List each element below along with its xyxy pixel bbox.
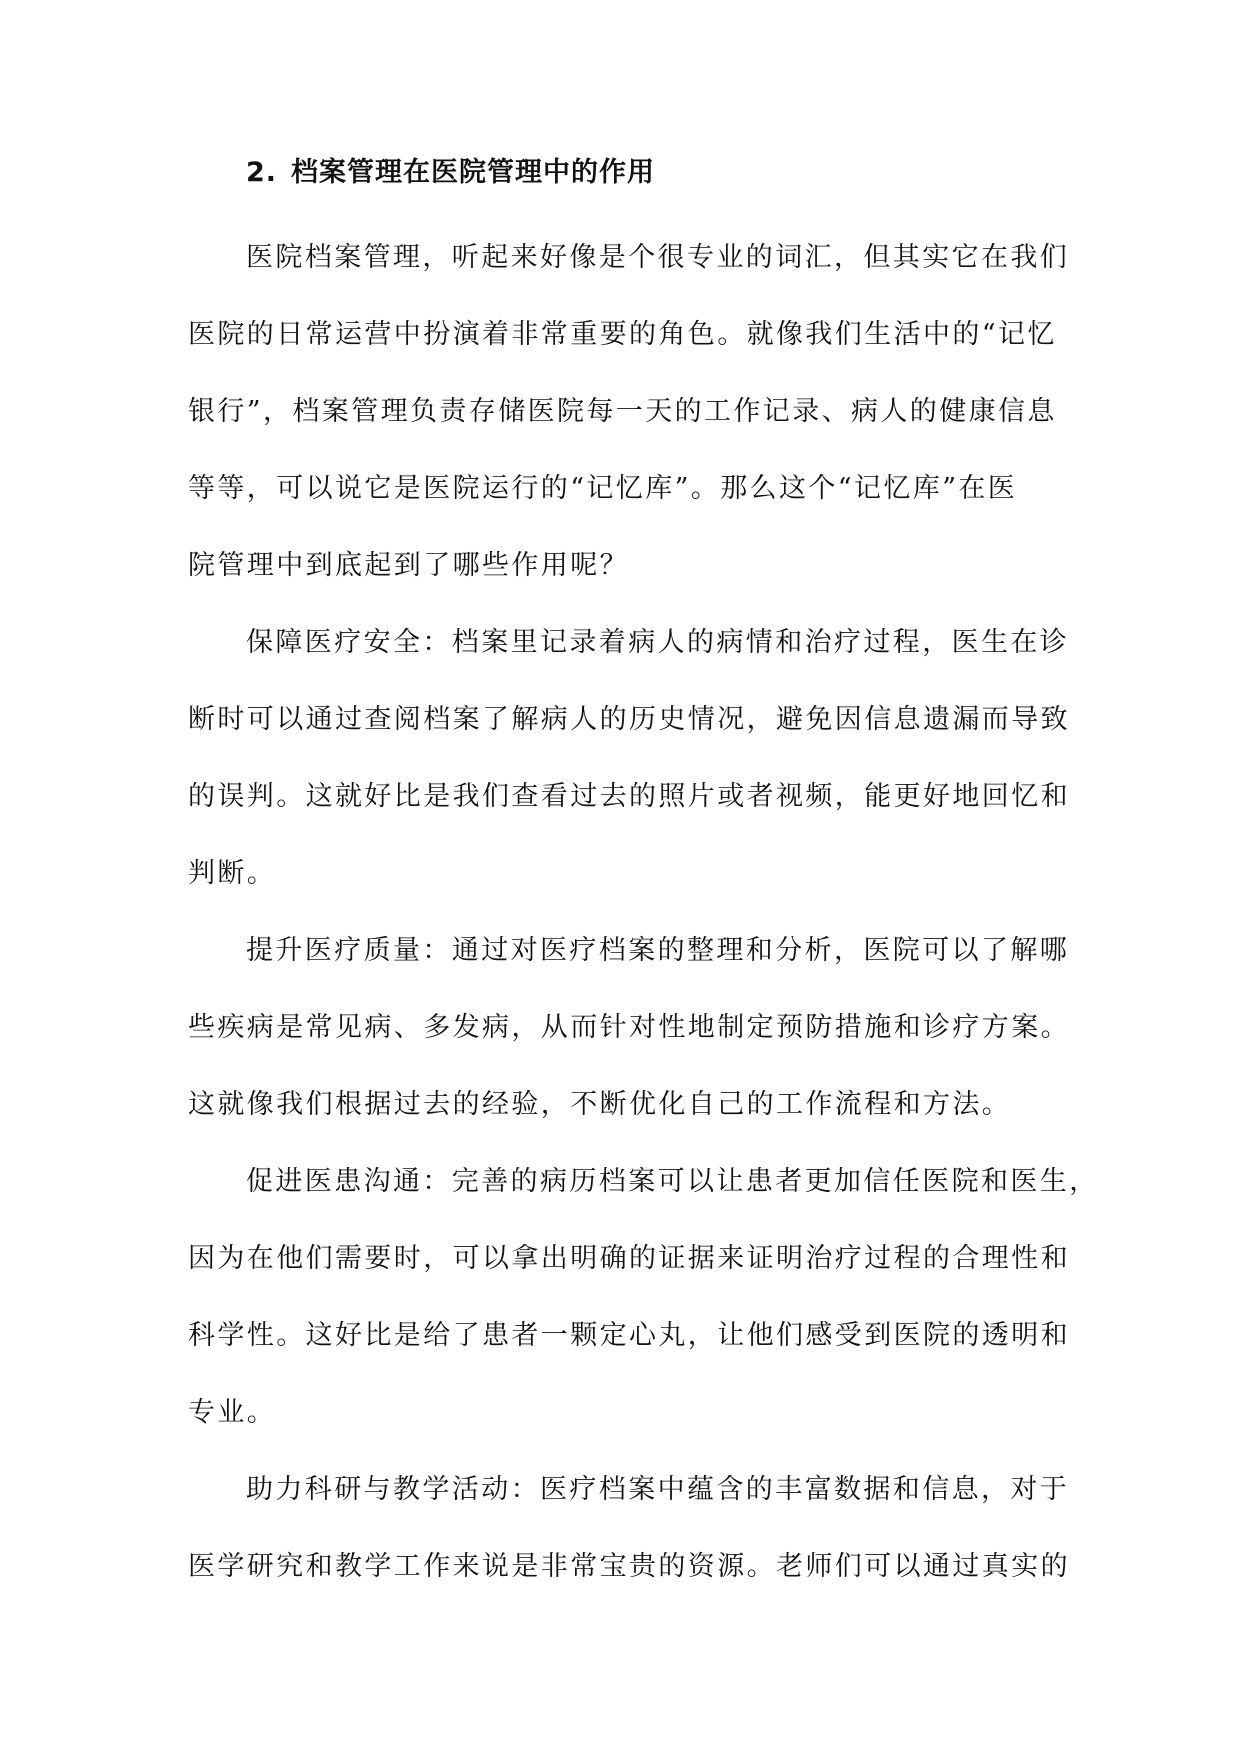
- paragraph-line: 医学研究和教学工作来说是非常宝贵的资源。老师们可以通过真实的: [188, 1551, 1070, 1582]
- paragraph-line: 判断。: [188, 858, 277, 889]
- paragraph-line: 这就像我们根据过去的经验，不断优化自己的工作流程和方法。: [188, 1089, 1012, 1120]
- paragraph-medical-quality: [188, 912, 1070, 1143]
- section-number: 2.: [246, 157, 278, 188]
- paragraph-line: 院管理中到底起到了哪些作用呢？: [188, 550, 629, 581]
- paragraph-line: 因为在他们需要时，可以拿出明确的证据来证明治疗过程的合理性和: [188, 1243, 1070, 1274]
- paragraph-medical-safety: [188, 604, 1070, 912]
- paragraph-line: 提升医疗质量：通过对医疗档案的整理和分析，医院可以了解哪: [246, 935, 1070, 966]
- paragraph-line: 保障医疗安全：档案里记录着病人的病情和治疗过程，医生在诊: [246, 627, 1070, 658]
- paragraph-line: 断时可以通过查阅档案了解病人的历史情况，避免因信息遗漏而导致: [188, 704, 1070, 735]
- paragraph-line: 的误判。这就好比是我们查看过去的照片或者视频，能更好地回忆和: [188, 781, 1070, 812]
- section-title: 档案管理在医院管理中的作用: [291, 157, 656, 188]
- heading-spacer: [188, 201, 1060, 219]
- paragraph-line: 专业。: [188, 1397, 277, 1428]
- paragraph-line: 医院的日常运营中扮演着非常重要的角色。就像我们生活中的“记忆: [188, 319, 1057, 350]
- section-heading: [246, 145, 1060, 201]
- paragraph-intro: [188, 219, 1070, 604]
- paragraph-research-teaching: [188, 1451, 1070, 1605]
- paragraph-line: 助力科研与教学活动：医疗档案中蕴含的丰富数据和信息，对于: [246, 1474, 1070, 1505]
- paragraph-line: 银行”，档案管理负责存储医院每一天的工作记录、病人的健康信息: [188, 396, 1057, 427]
- document-body: [188, 145, 1099, 1605]
- paragraph-line: 医院档案管理，听起来好像是个很专业的词汇，但其实它在我们: [246, 242, 1070, 273]
- paragraph-line: 促进医患沟通：完善的病历档案可以让患者更加信任医院和医生，: [246, 1166, 1099, 1197]
- paragraph-line: 等等，可以说它是医院运行的“记忆库”。那么这个“记忆库”在医: [188, 473, 1018, 504]
- paragraph-line: 些疾病是常见病、多发病，从而针对性地制定预防措施和诊疗方案。: [188, 1012, 1070, 1043]
- paragraph-doctor-patient-communication: [188, 1143, 1099, 1451]
- paragraph-line: 科学性。这好比是给了患者一颗定心丸，让他们感受到医院的透明和: [188, 1320, 1070, 1351]
